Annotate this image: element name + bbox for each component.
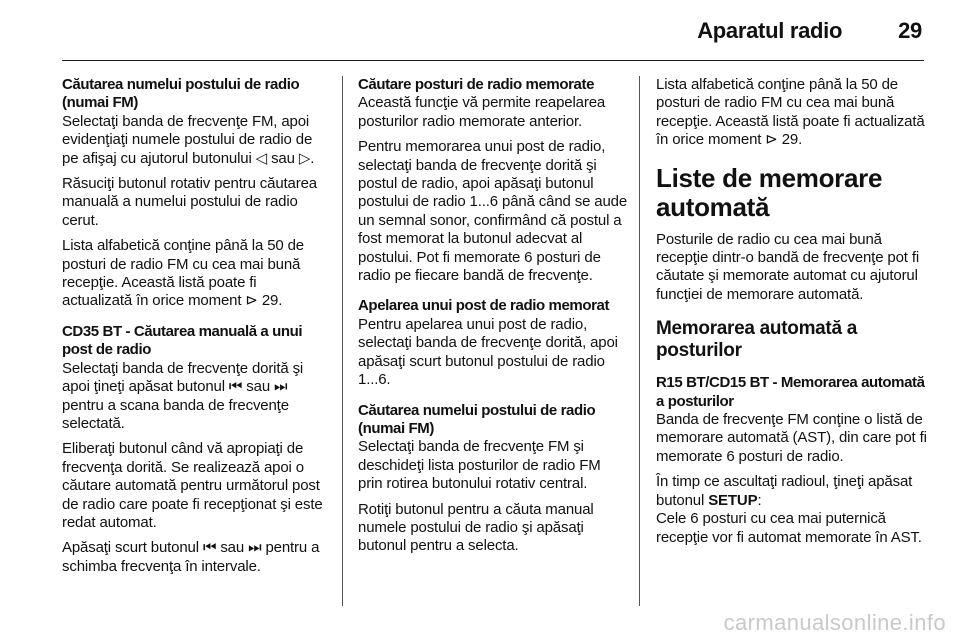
column-divider-1	[342, 76, 343, 606]
section-heading-autostore-lists: Liste de memorare automată	[656, 162, 883, 222]
paragraph: Pentru memorarea unui post de radio, selectaţi banda de frecvenţe dorită şi postul de radio, apoi apăsaţi butonul postului de radio 1...6 până când se aude un semnal sonor, confirmând că postul a fost memorat la butonul adecvat al postului. Pot fi memorate 6 posturi de radio pe fiecare bandă de frecvenţe.	[358, 138, 628, 285]
paragraph-text: În timp ce ascultaţi radioul, ţineţi apăsat butonul	[656, 473, 913, 509]
paragraph: Această funcţie vă permite reapelarea posturilor radio memorate anterior.	[358, 94, 606, 130]
paragraph: Selectaţi banda de frecvenţe FM şi deschideţi lista posturilor de radio FM prin rotirea butonului rotativ central.	[358, 438, 601, 493]
heading-recall-station: Apelarea unui post de radio memorat	[358, 297, 610, 315]
paragraph: Selectaţi banda de frecvenţe dorită şi apoi ţineţi apăsat butonul ⏮ sau ⏭ pentru a scana banda de frecvenţe selectată.	[62, 359, 304, 432]
paragraph-text: :	[757, 491, 762, 509]
column-3	[656, 76, 928, 554]
heading-search-station-name: Căutarea numelui postului de radio (numai FM)	[358, 401, 596, 437]
heading-manual-search: CD35 BT - Căutarea manuală a unui post de radio	[62, 322, 303, 359]
paragraph: Pentru apelarea unui post de radio, selectaţi banda de frecvenţe dorită, apoi apăsaţi scurt butonul postului de radio 1...6.	[358, 315, 618, 389]
page-number: 29	[898, 18, 922, 43]
paragraph: Eliberaţi butonul când vă apropiaţi de frecvenţa dorită. Se realizează apoi o căutare automată pentru următorul post de radio care poate fi recepţionat şi este redat automat.	[62, 440, 323, 531]
paragraph: Apăsaţi scurt butonul ⏮ sau ⏭ pentru a schimba frecvenţa în intervale.	[62, 539, 320, 575]
paragraph	[656, 473, 928, 547]
paragraph: Selectaţi banda de frecvenţe FM, apoi evidenţiaţi numele postului de radio de pe afişaj cu ajutorul butonului ◁ sau ▷.	[62, 112, 315, 167]
column-divider-2	[639, 76, 640, 606]
paragraph: Lista alfabetică conţine până la 50 de posturi de radio FM cu cea mai bună recepţie. Această listă poate fi actualizată în orice moment ⊳ 29.	[62, 237, 304, 310]
paragraph: Banda de frecvenţe FM conţine o listă de memorare automată (AST), din care pot fi memorate 6 posturi de radio.	[656, 411, 927, 465]
column-1	[62, 76, 326, 583]
heading-search-station-name: Căutarea numelui postului de radio (numai FM)	[62, 76, 300, 112]
paragraph: Lista alfabetică conţine până la 50 de posturi de radio FM cu cea mai bună recepţie. Această listă poate fi actualizată în orice moment ⊳ 29.	[656, 76, 925, 149]
paragraph: Posturile de radio cu cea mai bună recepţie dintr-o bandă de frecvenţe pot fi căutate şi memorate automat cu ajutorul funcţiei de memorare automată.	[656, 230, 920, 303]
heading-memorized-stations: Căutare posturi de radio memorate	[358, 76, 595, 93]
subsection-heading-autostore: Memorarea automată a posturilor	[656, 318, 857, 362]
setup-key-label: SETUP	[708, 491, 758, 509]
column-2	[358, 76, 628, 563]
page-header	[62, 18, 922, 48]
heading-r15-autostore: R15 BT/CD15 BT - Memorarea automată a posturilor	[656, 374, 925, 410]
paragraph: Răsuciţi butonul rotativ pentru căutarea manuală a numelui postului de radio cerut.	[62, 175, 317, 229]
paragraph: Rotiţi butonul pentru a căuta manual numele postului de radio şi apăsaţi butonul pentru a selecta.	[358, 500, 594, 555]
header-rule	[62, 60, 924, 61]
chapter-title: Aparatul radio	[697, 18, 843, 43]
watermark: carmanualsonline.info	[723, 610, 946, 635]
paragraph-text: Cele 6 posturi cu cea mai puternică recepţie vor fi automat memorate în AST.	[656, 510, 922, 546]
